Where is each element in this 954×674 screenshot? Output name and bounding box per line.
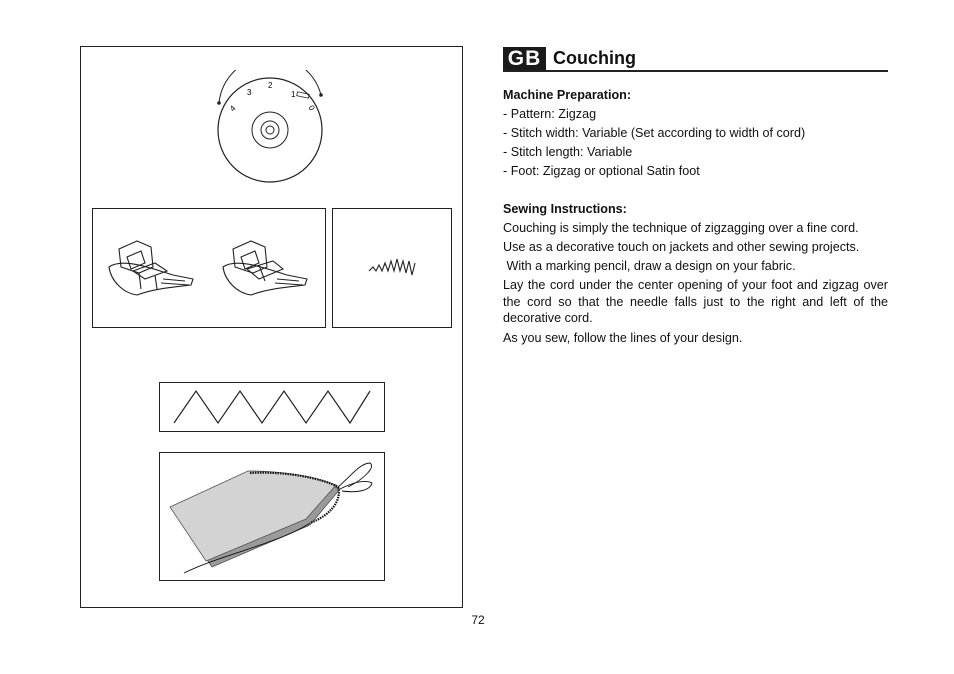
zigzag-stitch-icon <box>160 383 384 431</box>
couching-fabric-illustration <box>160 453 384 580</box>
title-rule <box>503 70 888 72</box>
satin-foot-icon <box>223 241 307 295</box>
page-number: 72 <box>471 613 485 627</box>
presser-feet-illustration <box>93 209 325 327</box>
dial-number-0: 0 <box>306 103 317 113</box>
dial-number-3: 3 <box>247 88 252 97</box>
page-title: Couching <box>553 48 636 68</box>
zigzag-foot-icon <box>109 241 193 295</box>
presser-feet-box <box>92 208 326 328</box>
preparation-item: - Stitch width: Variable (Set according to width of cord) <box>503 126 806 140</box>
preparation-item: - Foot: Zigzag or optional Satin foot <box>503 164 700 178</box>
instruction-paragraph: As you sew, follow the lines of your design. <box>503 330 743 345</box>
instruction-paragraph: Couching is simply the technique of zigzagging over a fine cord. <box>503 221 859 235</box>
sewing-instructions-section <box>503 200 888 348</box>
language-badge: GB <box>503 47 546 71</box>
stitch-width-dial <box>205 70 335 192</box>
dial-number-4: 4 <box>228 103 238 114</box>
preparation-item: - Stitch length: Variable <box>503 145 633 159</box>
instructions-heading: Sewing Instructions: <box>503 202 627 216</box>
dial-number-2: 2 <box>268 81 273 90</box>
couching-fabric-box <box>159 452 385 581</box>
instruction-paragraph: Use as a decorative touch on jackets and other sewing projects. <box>503 240 860 254</box>
zigzag-stitch-box <box>159 382 385 432</box>
instruction-paragraph: Lay the cord under the center opening of your foot and zigzag over the cord so that the needle falls just to the right and left of the decorative cord. <box>503 278 888 325</box>
instruction-paragraph: With a marking pencil, draw a design on your fabric. <box>503 259 796 273</box>
zigzag-pattern-icon <box>333 209 451 327</box>
machine-preparation-section <box>503 86 888 181</box>
preparation-heading: Machine Preparation: <box>503 88 632 102</box>
stitch-pattern-box <box>332 208 452 328</box>
preparation-item: - Pattern: Zigzag <box>503 107 597 121</box>
dial-number-1: 1 <box>291 90 296 99</box>
